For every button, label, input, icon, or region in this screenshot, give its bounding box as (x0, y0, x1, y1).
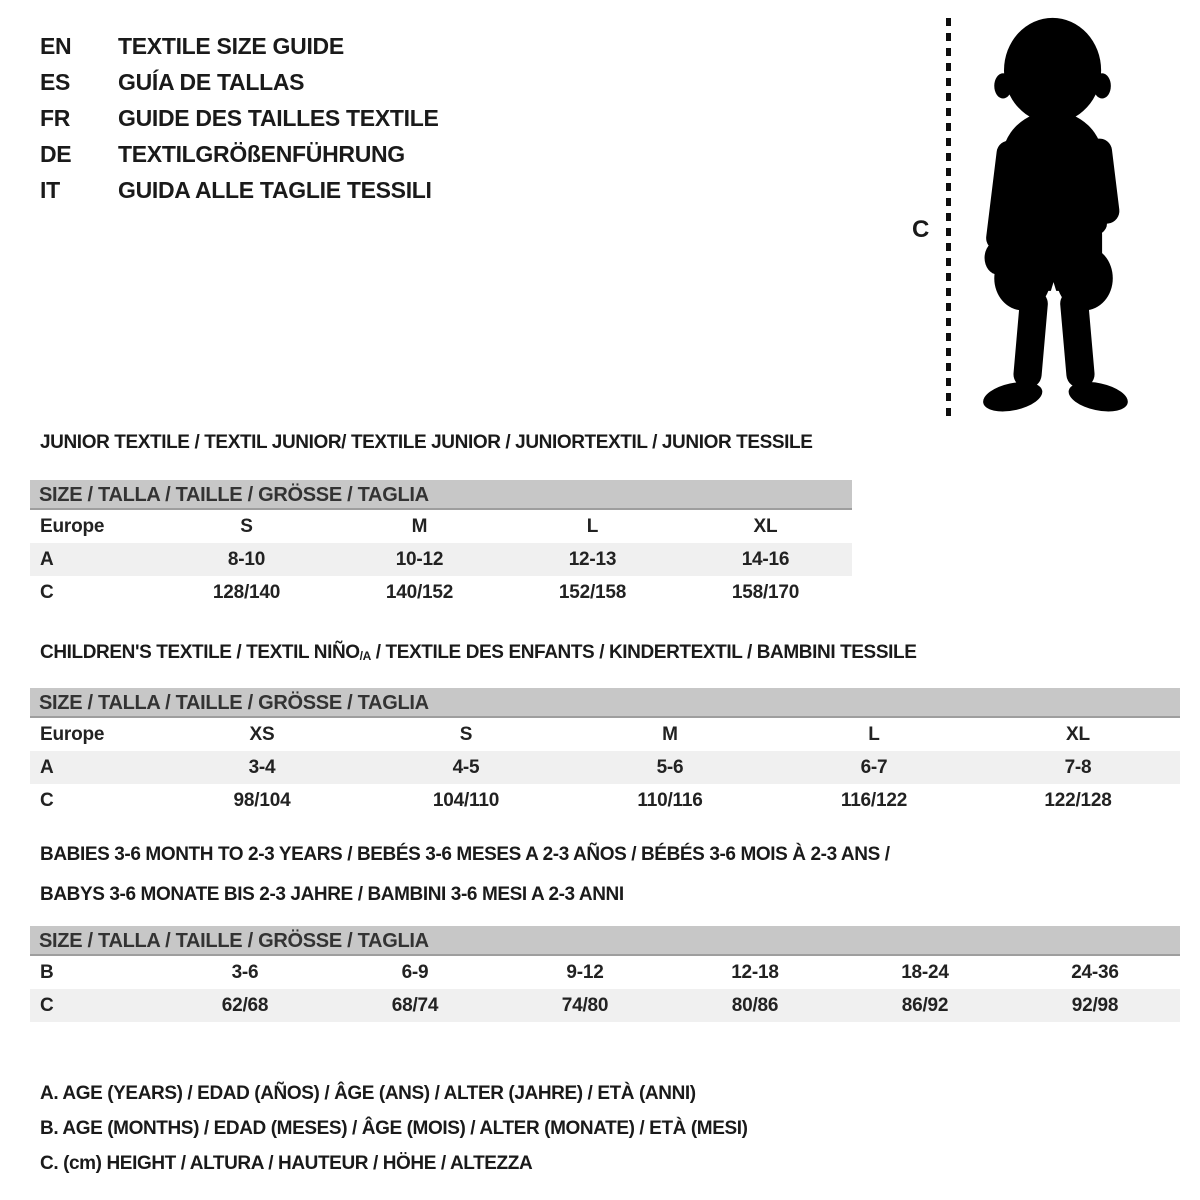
size-value: 3-6 (231, 962, 259, 983)
children-title-pre: CHILDREN'S TEXTILE / TEXTIL NIÑO (40, 642, 360, 663)
table-row (30, 576, 852, 609)
size-value: 116/122 (840, 790, 908, 811)
row-label: B (40, 962, 54, 983)
row-label: A (40, 757, 54, 778)
size-value: 68/74 (391, 995, 439, 1016)
size-value: M (411, 516, 428, 537)
table-row (30, 751, 1180, 784)
size-value: 122/128 (1044, 790, 1112, 811)
size-value: 74/80 (561, 995, 609, 1016)
babies-section-title-line2: BABYS 3-6 MONATE BIS 2-3 JAHRE / BAMBINI 3-6 MESI A 2-3 ANNI (40, 884, 624, 905)
size-value: 8-10 (227, 549, 266, 570)
guide-title-en: TEXTILE SIZE GUIDE (118, 33, 344, 59)
language-row (40, 64, 439, 100)
children-title-post: / TEXTILE DES ENFANTS / KINDERTEXTIL / BAMBINI TESSILE (370, 642, 917, 663)
guide-title-fr: GUIDE DES TAILLES TEXTILE (118, 105, 439, 131)
children-section-title (40, 641, 916, 666)
language-title-list (40, 28, 439, 208)
size-value: 3-4 (248, 757, 276, 778)
language-code: FR (40, 105, 71, 131)
measure-legend (40, 1076, 748, 1181)
children-table-rows (30, 718, 1180, 817)
size-value: S (459, 724, 473, 745)
height-measure-line (946, 18, 951, 418)
row-label: Europe (40, 724, 105, 745)
size-value: 104/110 (432, 790, 500, 811)
table-row (30, 718, 1180, 751)
language-code: EN (40, 33, 72, 59)
size-header-bar: SIZE / TALLA / TAILLE / GRÖSSE / TAGLIA (30, 926, 1180, 956)
row-label: A (40, 549, 54, 570)
size-value: 5-6 (656, 757, 684, 778)
size-value: 86/92 (901, 995, 949, 1016)
guide-title-it: GUIDA ALLE TAGLIE TESSILI (118, 177, 432, 203)
size-value: S (240, 516, 253, 537)
language-row (40, 100, 439, 136)
size-value: 80/86 (731, 995, 779, 1016)
size-value: 10-12 (395, 549, 444, 570)
height-measure-label: C (912, 216, 930, 243)
size-value: 6-9 (401, 962, 429, 983)
language-row (40, 136, 439, 172)
babies-size-table (30, 926, 1180, 1022)
size-value: 7-8 (1064, 757, 1092, 778)
children-size-table (30, 688, 1180, 817)
size-value: 62/68 (221, 995, 269, 1016)
baby-silhouette-icon (962, 14, 1147, 422)
legend-line-b: B. AGE (MONTHS) / EDAD (MESES) / ÂGE (MOIS) / ALTER (MONATE) / ETÀ (MESI) (40, 1118, 748, 1139)
junior-section-title: JUNIOR TEXTILE / TEXTIL JUNIOR/ TEXTILE JUNIOR / JUNIORTEXTIL / JUNIOR TESSILE (40, 432, 813, 453)
size-value: XL (753, 516, 778, 537)
size-header-bar: SIZE / TALLA / TAILLE / GRÖSSE / TAGLIA (30, 688, 1180, 718)
babies-table-rows (30, 956, 1180, 1022)
size-value: XS (249, 724, 275, 745)
table-row (30, 510, 852, 543)
size-value: M (662, 724, 678, 745)
size-value: 14-16 (741, 549, 790, 570)
size-value: 12-13 (568, 549, 617, 570)
junior-table-rows (30, 510, 852, 609)
language-code: ES (40, 69, 71, 95)
table-row (30, 543, 852, 576)
legend-line-a: A. AGE (YEARS) / EDAD (AÑOS) / ÂGE (ANS) / ALTER (JAHRE) / ETÀ (ANNI) (40, 1083, 696, 1104)
size-value: 6-7 (860, 757, 888, 778)
size-value: 158/170 (731, 582, 800, 603)
size-value: 12-18 (731, 962, 779, 983)
table-row (30, 956, 1180, 989)
size-header-bar: SIZE / TALLA / TAILLE / GRÖSSE / TAGLIA (30, 480, 852, 510)
size-value: L (586, 516, 599, 537)
language-code: IT (40, 177, 60, 203)
size-value: 140/152 (385, 582, 454, 603)
size-value: 24-36 (1071, 962, 1119, 983)
size-value: 92/98 (1071, 995, 1119, 1016)
size-value: XL (1066, 724, 1090, 745)
size-value: 9-12 (566, 962, 604, 983)
row-label: C (40, 790, 54, 811)
guide-title-es: GUÍA DE TALLAS (118, 69, 305, 95)
language-row (40, 28, 439, 64)
row-label: C (40, 582, 54, 603)
language-row (40, 172, 439, 208)
size-value: L (868, 724, 880, 745)
size-value: 128/140 (212, 582, 281, 603)
language-code: DE (40, 141, 72, 167)
table-row (30, 784, 1180, 817)
children-title-sub: /A (359, 649, 371, 663)
size-value: 4-5 (452, 757, 480, 778)
row-label: C (40, 995, 54, 1016)
size-value: 98/104 (233, 790, 291, 811)
size-value: 18-24 (901, 962, 949, 983)
guide-title-de: TEXTILGRÖßENFÜHRUNG (118, 141, 405, 167)
junior-size-table (30, 480, 852, 609)
legend-line-c: C. (cm) HEIGHT / ALTURA / HAUTEUR / HÖHE / ALTEZZA (40, 1153, 533, 1174)
table-row (30, 989, 1180, 1022)
row-label: Europe (40, 516, 105, 537)
babies-section-title-line1: BABIES 3-6 MONTH TO 2-3 YEARS / BEBÉS 3-6 MESES A 2-3 AÑOS / BÉBÉS 3-6 MOIS À 2-3 ANS / (40, 844, 890, 865)
size-value: 110/116 (637, 790, 703, 811)
size-value: 152/158 (558, 582, 627, 603)
